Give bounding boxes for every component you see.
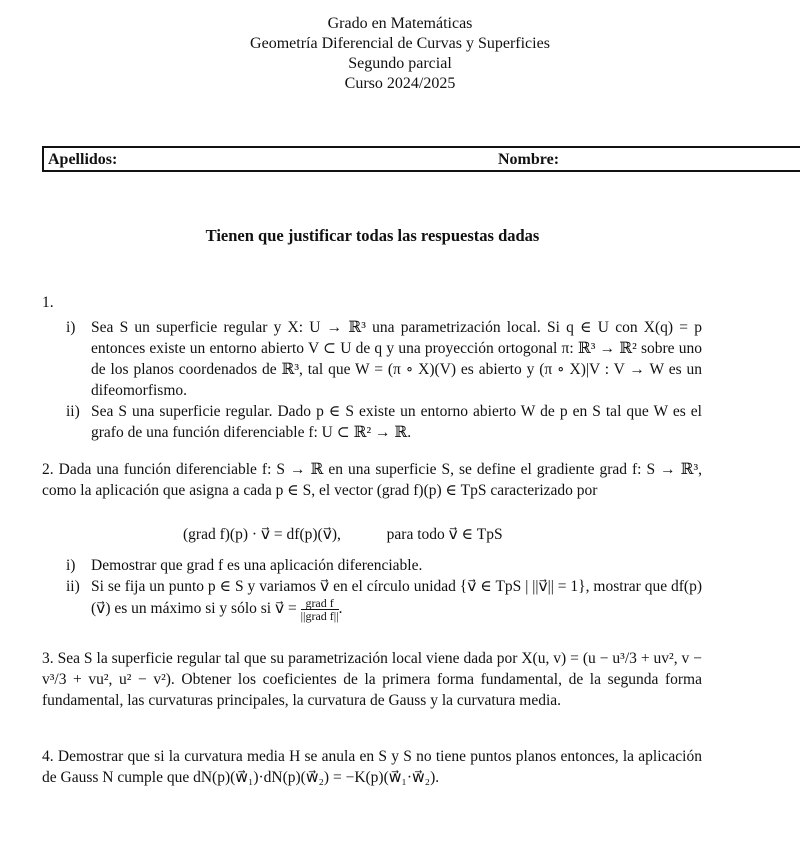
frac-numerator: grad f [301, 597, 339, 610]
q1-i-label: i) [66, 319, 76, 336]
q2-text: 2. Dada una función diferenciable f: S → ℝ en una superficie S, se define el gradiente grad f: S → ℝ³, como la aplicación que asigna a cada p ∈ S, el vector (grad f)(p) ∈ TpS caracterizado por [42, 461, 702, 499]
academic-year: Curso 2024/2025 [344, 75, 456, 92]
exam-header [0, 14, 800, 94]
q1-ii-label: ii) [66, 403, 80, 420]
surname-label: Apellidos: [48, 151, 118, 168]
unit-gradient-fraction [301, 597, 339, 622]
q2-formula [183, 525, 503, 544]
q1-i-text: Sea S un superficie regular y X: U → ℝ³ una parametrización local. Si q ∈ U con X(q) = p entonces existe un entorno abierto V ⊂ U de q y una proyección ortogonal π: ℝ³ → ℝ² sobre uno de los planos coordenados de ℝ³, tal que W = (π ∘ X)(V) es abierto y (π ∘ X)|V : V → W es un difeomorfismo. [91, 319, 702, 399]
instruction-text: Tienen que justificar todas las respuestas dadas [205, 226, 540, 245]
q2-formula-right: para todo v⃗ ∈ TpS [386, 526, 503, 543]
q2-item-i [66, 555, 702, 576]
course-title: Geometría Diferencial de Curvas y Superficies [250, 35, 550, 52]
degree-title: Grado en Matemáticas [327, 15, 473, 32]
q2-i-text: Demostrar que grad f es una aplicación diferenciable. [91, 557, 423, 574]
q1-ii-text: Sea S una superficie regular. Dado p ∈ S existe un entorno abierto W de p en S tal que W es el grafo de una función diferenciable f: U ⊂ ℝ² → ℝ. [91, 403, 702, 441]
q2-formula-left: (grad f)(p) · v⃗ = df(p)(v⃗), [183, 526, 341, 543]
q2-ii-body: Si se fija un punto p ∈ S y variamos v⃗ en el círculo unidad {v⃗ ∈ TpS | ||v⃗|| = 1}, mostrar que df(p)(v⃗) es un máximo si y sólo si v⃗ = $\frac{\text{grad f}}{\text{||grad f||}}$ . [91, 578, 702, 623]
name-label: Nombre: [498, 151, 560, 168]
q1-item-ii [66, 401, 702, 443]
q4-text: 4. Demostrar que si la curvatura media H se anula en S y S no tiene puntos planos entonces, la aplicación de Gauss N cumple que dN(p)(w⃗₁)·dN(p)(w⃗₂) = −K(p)(w⃗₁·w⃗₂). [42, 748, 702, 786]
q1-number: 1. [42, 294, 54, 311]
q2-i-label: i) [66, 557, 76, 574]
exam-title: Segundo parcial [348, 55, 452, 72]
q2-ii-text: Si se fija un punto p ∈ S y variamos v⃗ en el círculo unidad {v⃗ ∈ TpS | ||v⃗|| = 1}, mostrar que df(p)(v⃗) es un máximo si y sólo si v⃗ = [91, 578, 702, 618]
frac-denominator: ||grad f|| [300, 609, 339, 623]
q2-item-ii [66, 576, 702, 622]
student-name-box[interactable] [42, 146, 800, 172]
q1-item-i [66, 317, 702, 401]
q2-ii-label: ii) [66, 578, 80, 595]
q3-text: 3. Sea S la superficie regular tal que su parametrización local viene dada por X(u, v) = (u − u³/3 + uv², v − v³/3 + vu², u² − v²). Obtener los coeficientes de la primera forma fundamental, de la segunda forma fundamental, las curvaturas principales, la curvatura de Gauss y la curvatura media. [42, 650, 702, 709]
